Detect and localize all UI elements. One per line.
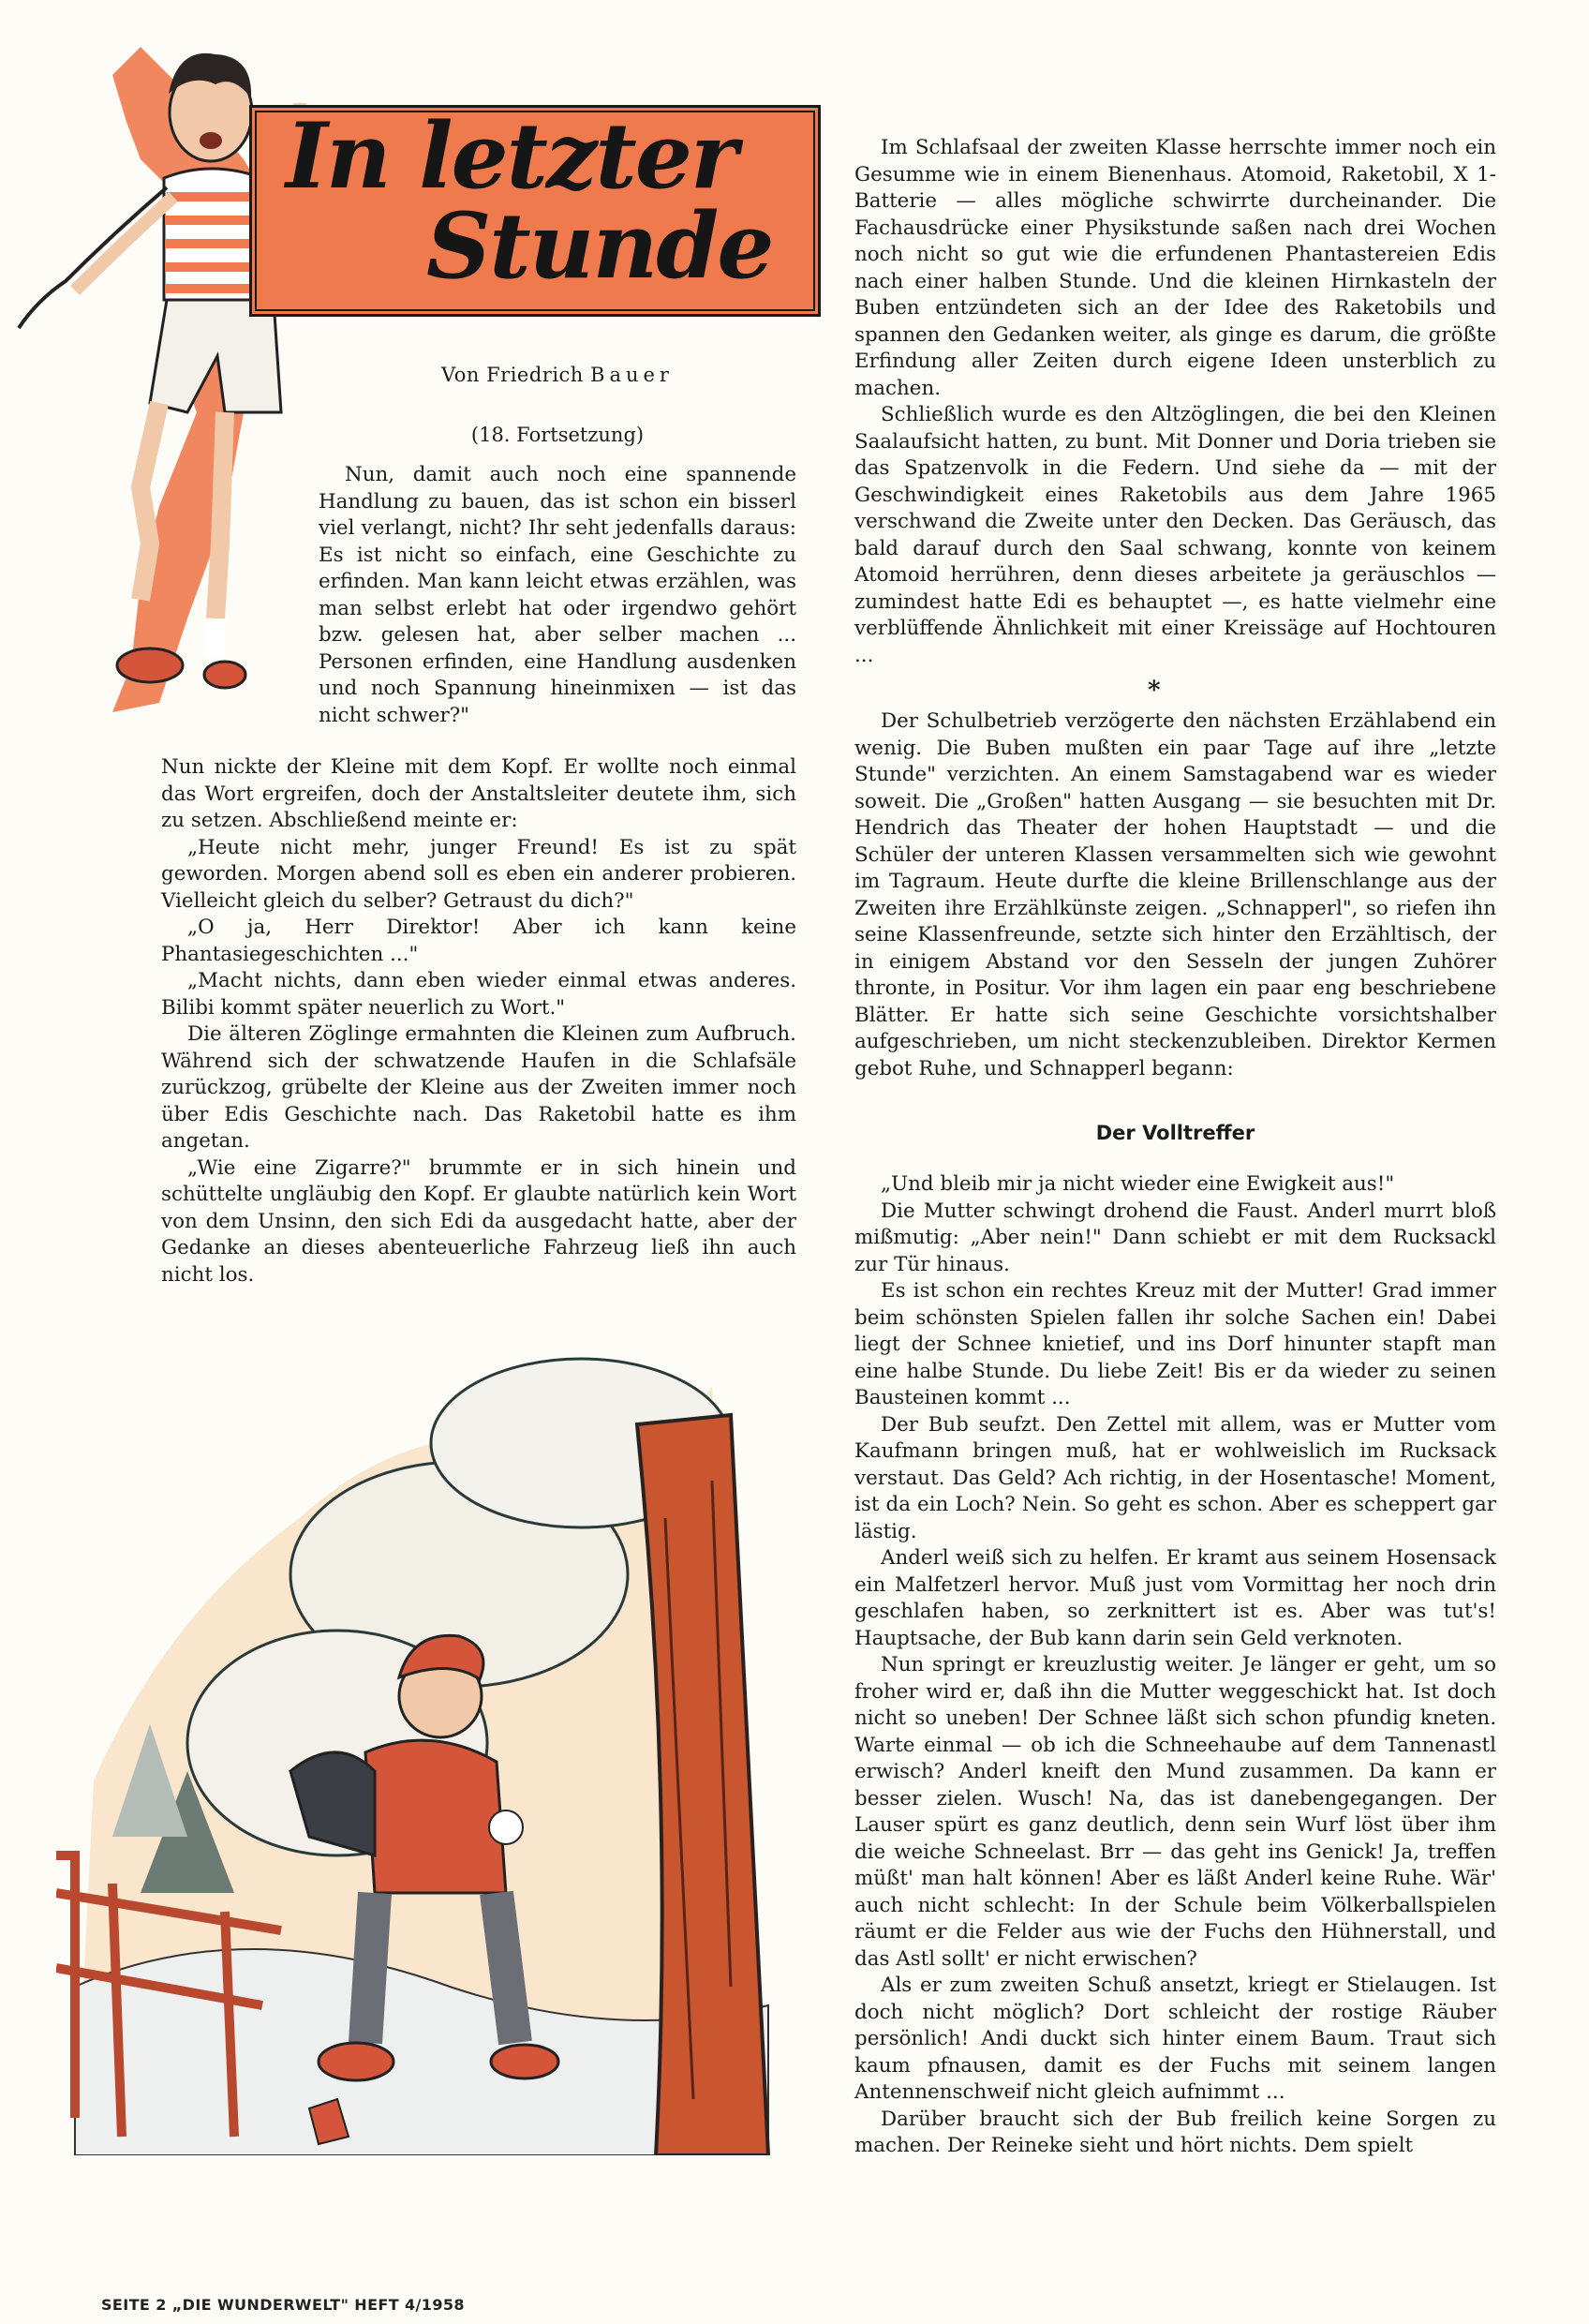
section-separator: * (1148, 677, 1161, 705)
author-surname: Bauer (590, 364, 674, 386)
paragraph: Es ist schon ein rechtes Kreuz mit der Mutter! Grad immer beim schönsten Spielen fallen ihr solche Sachen ein! Dabei liegt der Schnee knietief, und ins Dorf hinunter stapft man eine halbe Stunde. Du liebe Zeit! Bis er da wieder zu seinen Bausteinen kommt ... (854, 1279, 1496, 1409)
byline (319, 364, 796, 386)
page-footer: SEITE 2 „DIE WUNDERWELT" HEFT 4/1958 (101, 2296, 465, 2314)
paragraph: „Und bleib mir ja nicht wieder eine Ewigkeit aus!" (881, 1172, 1395, 1196)
right-column-middle (854, 708, 1496, 1082)
installment-note: (18. Fortsetzung) (470, 424, 645, 446)
title-line-1: In letzter (286, 103, 736, 209)
paragraph: Schließlich wurde es den Altzöglingen, die bei den Kleinen Saalaufsicht hatten, zu bunt. Mit Donner und Doria trieben sie das Spatzenvolk in die Federn. Und siehe da — mit der Geschwindigkeit eines Raketobils aus dem Jahre 1965 verschwand die Zweite unter den Decken. Das Geräusch, das bald darauf durch den Saal schwang, konnte von keinem Atomoid herrühren, denn dieses arbeitete ja geräuschlos — zumindest hatte Edi es behauptet —, es hatte vielmehr eine verblüffende Ähnlichkeit mit einer Kreissäge auf Hochtouren ... (854, 403, 1496, 667)
paragraph: Darüber braucht sich der Bub freilich keine Sorgen zu machen. Der Reineke sieht und hört nichts. Dem spielt (854, 2107, 1496, 2157)
paragraph: Nun nickte der Kleine mit dem Kopf. Er wollte noch einmal das Wort ergreifen, doch der Anstaltsleiter deutete ihm, sich zu setzen. Abschließend meinte er: (161, 755, 796, 832)
paragraph: „Macht nichts, dann eben wieder einmal etwas anderes. Bilibi kommt später neuerlich zu Wort." (161, 969, 796, 1020)
left-column-upper (319, 462, 796, 729)
paragraph: Die Mutter schwingt drohend die Faust. Anderl murrt bloß mißmutig: „Aber nein!" Dann schiebt er mit dem Rucksackl zur Tür hinaus. (854, 1199, 1496, 1276)
paragraph: Der Bub seufzt. Den Zettel mit allem, was er Mutter vom Kaufmann bringen muß, hat er wohlweislich im Rucksack verstaut. Das Geld? Ach richtig, in der Hosentasche! Moment, ist da ein Loch? Nein. So geht es schon. Aber es scheppert gar lästig. (854, 1412, 1496, 1543)
author-first-name: Von Friedrich (441, 364, 584, 386)
paragraph: Im Schlafsaal der zweiten Klasse herrschte immer noch ein Gesumme wie in einem Bienenhaus. Atomoid, Raketobil, X 1-Batterie — alles mögliche schwirrte durcheinander. Die Fachausdrücke einer Physikstunde saßen nach drei Wochen noch nicht so gut wie die erfundenen Phantastereien Edis nach einer halben Stunde. Und die kleinen Hirnkasteln der Buben entzündeten sich an der Idee des Raketobils und spannen den Gedanken weiter, als ginge es darum, die größte Erfindung aller Zeiten durch eigene Ideen unsterblich zu machen. (854, 136, 1496, 400)
title-line-2: Stunde (426, 193, 773, 299)
paragraph: „O ja, Herr Direktor! Aber ich kann keine Phantasiegeschichten ..." (161, 916, 796, 966)
paragraph: „Wie eine Zigarre?" brummte er in sich hinein und schüttelte ungläubig den Kopf. Er glaubte natürlich kein Wort von dem Unsinn, den sich Edi da ausgedacht hatte, aber der Gedanke an dieses abenteuerliche Fahrzeug ließ ihn auch nicht los. (161, 1155, 796, 1287)
story-subheading: Der Volltreffer (1095, 1122, 1255, 1144)
paragraph: Als er zum zweiten Schuß ansetzt, kriegt er Stielaugen. Ist doch nicht möglich? Dort schleicht der rostige Räuber persönlich! Andi duckt sich hinter einem Baum. Traut sich kaum pfnausen, damit es der Fuchs mit seinem langen Antennenschweif nicht gleich aufnimmt ... (854, 1974, 1496, 2104)
paragraph: Der Schulbetrieb verzögerte den nächsten Erzählabend ein wenig. Die Buben mußten ein paar Tage auf ihre „letzte Stunde" verzichten. An einem Samstagabend war es wieder soweit. Die „Großen" hatten Ausgang — sie besuchten mit Dr. Hendrich das Theater der hohen Hauptstadt — und die Schüler der unteren Klassen versammelten sich wie gewohnt im Tagraum. Heute durfte die kleine Brillenschlange aus der Zweiten ihre Erzählkünste zeigen. „Schnapperl", so riefen ihn seine Klassenfreunde, setzte sich hinter den Erzähltisch, der in einigem Abstand vor den Sesseln der jungen Zuhörer thronte, in Positur. Vor ihm lagen ein paar eng beschriebene Blätter. Er hatte sich seine Geschichte vorsichtshalber aufgeschrieben, um nicht steckenzubleiben. Direktor Kermen gebot Ruhe, und Schnapperl begann: (854, 709, 1496, 1080)
title-banner (249, 105, 821, 317)
paragraph: Nun, damit auch noch eine spannende Handlung zu bauen, das ist schon ein bisserl viel verlangt, nicht? Ihr seht jedenfalls daraus: Es ist nicht so einfach, eine Geschichte zu erfinden. Man kann leicht etwas erzählen, was man selbst erlebt hat oder irgendwo gehört bzw. gelesen hat, aber selber machen ... Personen erfinden, eine Handlung ausdenken und noch Spannung hineinmixen — ist das nicht schwer?" (319, 463, 796, 727)
paragraph: Nun springt er kreuzlustig weiter. Je länger er geht, um so froher wird er, daß ihn die Mutter weggeschickt hat. Ist doch nicht so uneben! Der Schnee läßt sich schon pfundig kneten. Warte einmal — ob ich die Schneehaube auf dem Tannenastl erwisch? Anderl kneift den Mund zusammen. Da kann er besser zielen. Wusch! Na, das ist danebengegangen. Der Lauser spürt es ganz deutlich, denn sein Wurf löst über ihm die weiche Schneelast. Brr — das geht ins Genick! Ja, treffen müßt' man halt können! Aber es läßt Anderl keine Ruhe. Wär' auch nicht schlecht: In der Schule beim Völkerballspielen räumt er die Felder aus wie der Fuchs den Hühnerstall, und das Astl sollt' er nicht erwischen? (854, 1653, 1496, 1971)
paragraph: Die älteren Zöglinge ermahnten die Kleinen zum Aufbruch. Während sich der schwatzende Haufen in die Schlafsäle zurückzog, grübelte der Kleine aus der Zweiten immer noch über Edis Geschichte nach. Das Raketobil hatte es ihm angetan. (161, 1022, 796, 1153)
winter-forest-illustration (56, 1331, 834, 2155)
left-column-lower (161, 754, 796, 1289)
story-title-heading (286, 103, 792, 299)
paragraph: Anderl weiß sich zu helfen. Er kramt aus seinem Hosensack ein Malfetzerl hervor. Muß just vom Vormittag her noch drin geschlafen haben, so zerknittert ist es. Aber was tut's! Hauptsache, der Bub kann darin sein Geld verknoten. (854, 1546, 1496, 1650)
right-column-upper (854, 135, 1496, 669)
paragraph: „Heute nicht mehr, junger Freund! Es ist zu spät geworden. Morgen abend soll es eben ein anderer probieren. Vielleicht gleich du selber? Getraust du dich?" (161, 835, 796, 913)
right-column-lower (854, 1171, 1496, 2160)
